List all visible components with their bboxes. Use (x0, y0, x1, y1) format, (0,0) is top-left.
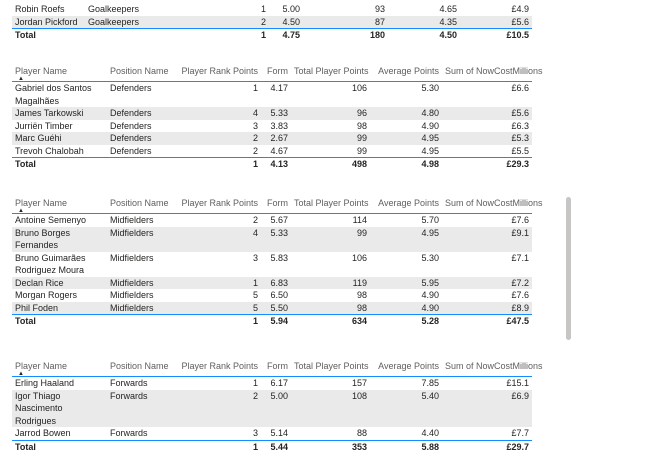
form-cell: 5.14 (270, 428, 288, 438)
column-header-form[interactable]: Form (261, 361, 291, 377)
player-name-cell: Jurriën Timber (15, 120, 73, 131)
total-row (12, 315, 532, 328)
total-player-points-cell: 108 (291, 390, 370, 428)
average-points-cell: 4.90 (370, 302, 442, 315)
player-name-cell: Bruno Guimarães Rodriguez Moura (15, 252, 86, 275)
table-row[interactable] (12, 214, 532, 227)
form-cell: 5.00 (261, 390, 291, 428)
column-header-player-rank-points[interactable]: Player Rank Points (177, 361, 261, 377)
column-header-form[interactable]: Form (261, 198, 291, 214)
average-points-total-cell: 5.28 (370, 315, 442, 328)
player-name-cell: Marc Guéhi (12, 132, 107, 145)
player-rank-points-cell: 1 (252, 83, 258, 93)
form-cell: 5.50 (261, 302, 291, 315)
total-player-points-cell: 87 (303, 16, 388, 29)
column-header-player-rank-points[interactable]: Player Rank Points (177, 198, 261, 214)
form-cell: 5.33 (261, 227, 291, 252)
total-player-points-total-cell: 180 (303, 29, 388, 42)
player-name-cell: Jordan Pickford (12, 16, 85, 29)
average-points-total-cell: 5.88 (370, 440, 442, 453)
table-row[interactable] (12, 427, 532, 440)
sum-of-nowcostmillions-cell: £8.9 (442, 302, 532, 315)
player-rank-points-cell: 1 (177, 277, 261, 290)
position-name-cell: Goalkeepers (88, 4, 140, 14)
form-cell: 4.17 (270, 83, 288, 93)
column-header-sum-of-nowcostmillions[interactable]: Sum of NowCostMillions (442, 361, 532, 377)
player-rank-points-cell: 2 (177, 390, 261, 428)
position-name-cell: Defenders (110, 145, 152, 156)
player-rank-points-cell: 3 (252, 428, 258, 438)
player-name-cell: Robin Roefs (15, 4, 65, 14)
player-rank-points-cell: 5 (252, 290, 258, 300)
player-name-cell: Trevoh Chalobah (15, 145, 84, 156)
sum-of-nowcostmillions-cell: £6.3 (511, 120, 529, 131)
column-header-average-points[interactable]: Average Points (370, 198, 442, 214)
total-player-points-cell: 114 (352, 215, 367, 225)
sum-of-nowcostmillions-total-cell: £10.5 (460, 29, 532, 42)
position-name-cell: Midfielders (110, 252, 154, 263)
position-name-cell: Midfielders (107, 227, 177, 252)
table-row[interactable] (12, 16, 532, 29)
player-rank-points-total-cell: 1 (177, 440, 261, 453)
position-name-cell: Forwards (107, 390, 177, 428)
column-header-player-name[interactable]: Player Name ▲ (12, 66, 107, 82)
average-points-cell: 4.65 (439, 4, 457, 14)
average-points-cell: 5.70 (421, 215, 439, 225)
header-row (12, 361, 532, 377)
player-name-cell: Erling Haaland (15, 378, 75, 388)
position-name-cell: Defenders (110, 120, 152, 131)
player-rank-points-cell: 3 (252, 252, 258, 263)
position-name-total-cell (107, 315, 177, 328)
player-name-cell: Phil Foden (12, 302, 107, 315)
average-points-cell: 4.95 (370, 132, 442, 145)
column-header-total-player-points[interactable]: Total Player Points (291, 66, 370, 82)
position-name-total-cell (107, 158, 177, 171)
average-points-cell: 4.90 (421, 120, 439, 131)
form-total-cell: 5.94 (261, 315, 291, 328)
table-row[interactable] (12, 390, 532, 428)
player-rank-points-cell: 4 (177, 227, 261, 252)
column-header-total-player-points[interactable]: Total Player Points (291, 198, 370, 214)
column-header-player-rank-points[interactable]: Player Rank Points (177, 66, 261, 82)
form-cell: 4.67 (270, 145, 288, 156)
column-header-sum-of-nowcostmillions[interactable]: Sum of NowCostMillions (442, 66, 532, 82)
defenders-table (12, 66, 543, 171)
column-header-player-name[interactable]: Player Name ▲ (12, 198, 107, 214)
position-name-cell: Defenders (107, 132, 177, 145)
total-player-points-total-cell: 353 (291, 440, 370, 453)
midfielders-header (12, 198, 543, 214)
sum-of-nowcostmillions-cell: £4.9 (511, 4, 529, 14)
defenders-header (12, 66, 543, 82)
average-points-total-cell: 4.50 (388, 29, 460, 42)
midfielders-table (12, 198, 543, 328)
goalkeepers-body (12, 3, 532, 42)
header-row (12, 198, 532, 214)
total-player-points-cell: 157 (351, 378, 367, 388)
vertical-scrollbar[interactable] (566, 197, 571, 340)
position-name-cell: Midfielders (107, 277, 177, 290)
sum-of-nowcostmillions-cell: £7.7 (511, 428, 529, 438)
form-cell: 5.33 (261, 107, 291, 120)
average-points-cell: 4.95 (370, 227, 442, 252)
total-row (12, 158, 532, 171)
sort-ascending-icon: ▲ (18, 208, 24, 214)
average-points-cell: 5.40 (370, 390, 442, 428)
defenders-body (12, 82, 532, 171)
player-name-cell: Bruno Borges Fernandes (12, 227, 107, 252)
player-rank-points-total-cell: 1 (171, 29, 269, 42)
position-name-cell: Defenders (107, 107, 177, 120)
total-player-points-cell: 99 (291, 227, 370, 252)
player-name-cell: Gabriel dos Santos Magalhães (15, 83, 92, 106)
player-rank-points-cell: 2 (171, 16, 269, 29)
sum-of-nowcostmillions-total-cell: £29.3 (442, 158, 532, 171)
table-row[interactable] (12, 377, 532, 390)
table-row[interactable] (12, 289, 532, 302)
total-player-points-cell: 99 (356, 145, 367, 156)
position-name-total-cell (107, 440, 177, 453)
average-points-cell: 5.95 (370, 277, 442, 290)
total-player-points-total-cell: 634 (291, 315, 370, 328)
forwards-header (12, 361, 543, 377)
player-name-cell: Jarrod Bowen (15, 428, 71, 438)
sum-of-nowcostmillions-cell: £9.1 (442, 227, 532, 252)
total-row (12, 440, 532, 453)
form-cell: 6.50 (270, 290, 288, 300)
column-header-average-points[interactable]: Average Points (370, 66, 442, 82)
form-total-cell: 4.13 (261, 158, 291, 171)
player-rank-points-cell: 1 (260, 4, 266, 14)
forwards-body (12, 377, 532, 454)
player-rank-points-cell: 4 (177, 107, 261, 120)
player-rank-points-total-cell: 1 (177, 158, 261, 171)
total-player-points-cell: 98 (356, 290, 367, 300)
sum-of-nowcostmillions-cell: £6.9 (442, 390, 532, 428)
player-rank-points-total-cell: 1 (177, 315, 261, 328)
midfielders-body (12, 214, 532, 328)
sum-of-nowcostmillions-cell: £7.2 (442, 277, 532, 290)
sum-of-nowcostmillions-cell: £5.3 (442, 132, 532, 145)
player-name-cell: James Tarkowski (12, 107, 107, 120)
form-cell: 6.17 (270, 378, 288, 388)
player-name-cell: Antoine Semenyo (15, 215, 87, 225)
sum-of-nowcostmillions-cell: £7.6 (511, 215, 529, 225)
column-header-sum-of-nowcostmillions[interactable]: Sum of NowCostMillions (442, 198, 532, 214)
position-name-cell: Midfielders (107, 302, 177, 315)
sort-ascending-icon: ▲ (18, 371, 24, 377)
sum-of-nowcostmillions-cell: £5.5 (511, 145, 529, 156)
form-cell: 5.83 (270, 252, 288, 263)
total-player-points-cell: 119 (291, 277, 370, 290)
total-label: Total (12, 29, 85, 42)
total-player-points-total-cell: 498 (291, 158, 370, 171)
player-rank-points-cell: 1 (252, 378, 258, 388)
goalkeepers-table (12, 3, 532, 42)
table-row[interactable] (12, 107, 532, 120)
form-cell: 6.83 (261, 277, 291, 290)
table-row[interactable] (12, 277, 532, 290)
position-name-cell: Forwards (110, 428, 148, 438)
form-total-cell: 4.75 (269, 29, 303, 42)
position-name-total-cell (85, 29, 171, 42)
average-points-cell: 4.80 (370, 107, 442, 120)
form-cell: 2.67 (261, 132, 291, 145)
form-cell: 3.83 (270, 120, 288, 131)
form-cell: 5.00 (282, 4, 300, 14)
table-row[interactable] (12, 3, 532, 16)
column-header-position-name[interactable]: Position Name (107, 66, 177, 82)
total-label: Total (12, 158, 107, 171)
player-name-cell: Igor Thiago Nascimento Rodrigues (12, 390, 107, 428)
average-points-cell: 4.35 (388, 16, 460, 29)
header-row (12, 66, 532, 82)
total-player-points-cell: 106 (351, 83, 367, 93)
column-header-player-name[interactable]: Player Name ▲ (12, 361, 107, 377)
form-cell: 5.67 (270, 215, 288, 225)
total-player-points-cell: 88 (356, 428, 367, 438)
position-name-cell: Defenders (110, 83, 152, 93)
average-points-total-cell: 4.98 (370, 158, 442, 171)
sum-of-nowcostmillions-cell: £15.1 (506, 378, 529, 388)
column-header-form[interactable]: Form (261, 66, 291, 82)
form-total-cell: 5.44 (261, 440, 291, 453)
average-points-cell: 4.40 (421, 428, 439, 438)
player-rank-points-cell: 3 (252, 120, 258, 131)
column-header-position-name[interactable]: Position Name (107, 198, 177, 214)
player-rank-points-cell: 2 (252, 215, 258, 225)
table-row[interactable] (12, 252, 532, 277)
average-points-cell: 7.85 (421, 378, 439, 388)
total-label: Total (12, 440, 107, 453)
sum-of-nowcostmillions-cell: £5.6 (442, 107, 532, 120)
player-name-cell: Declan Rice (12, 277, 107, 290)
sum-of-nowcostmillions-total-cell: £29.7 (442, 440, 532, 453)
player-rank-points-cell: 2 (177, 132, 261, 145)
total-label: Total (12, 315, 107, 328)
average-points-cell: 4.90 (421, 290, 439, 300)
table-row[interactable] (12, 302, 532, 315)
total-row (12, 29, 532, 42)
player-rank-points-cell: 5 (177, 302, 261, 315)
form-cell: 4.50 (269, 16, 303, 29)
total-player-points-cell: 98 (356, 120, 367, 131)
player-rank-points-cell: 2 (252, 145, 258, 156)
player-name-cell: Morgan Rogers (15, 290, 78, 300)
position-name-cell: Midfielders (110, 290, 154, 300)
sum-of-nowcostmillions-cell: £5.6 (460, 16, 532, 29)
position-name-cell: Goalkeepers (85, 16, 171, 29)
sum-of-nowcostmillions-cell: £7.1 (511, 252, 529, 263)
sort-ascending-icon: ▲ (18, 76, 24, 82)
sum-of-nowcostmillions-cell: £6.6 (511, 83, 529, 93)
total-player-points-cell: 96 (291, 107, 370, 120)
average-points-cell: 5.30 (421, 252, 439, 263)
column-header-position-name[interactable]: Position Name (107, 361, 177, 377)
table-row[interactable] (12, 120, 532, 133)
average-points-cell: 4.95 (421, 145, 439, 156)
forwards-table (12, 361, 543, 453)
table-row[interactable] (12, 82, 532, 108)
column-header-total-player-points[interactable]: Total Player Points (291, 361, 370, 377)
table-row[interactable] (12, 227, 532, 252)
sum-of-nowcostmillions-cell: £7.6 (511, 290, 529, 300)
column-header-average-points[interactable]: Average Points (370, 361, 442, 377)
total-player-points-cell: 106 (351, 252, 367, 263)
table-row[interactable] (12, 132, 532, 145)
sum-of-nowcostmillions-total-cell: £47.5 (442, 315, 532, 328)
total-player-points-cell: 93 (374, 4, 385, 14)
table-row[interactable] (12, 145, 532, 158)
position-name-cell: Midfielders (110, 215, 154, 225)
total-player-points-cell: 98 (291, 302, 370, 315)
average-points-cell: 5.30 (421, 83, 439, 93)
position-name-cell: Forwards (110, 378, 148, 388)
total-player-points-cell: 99 (291, 132, 370, 145)
